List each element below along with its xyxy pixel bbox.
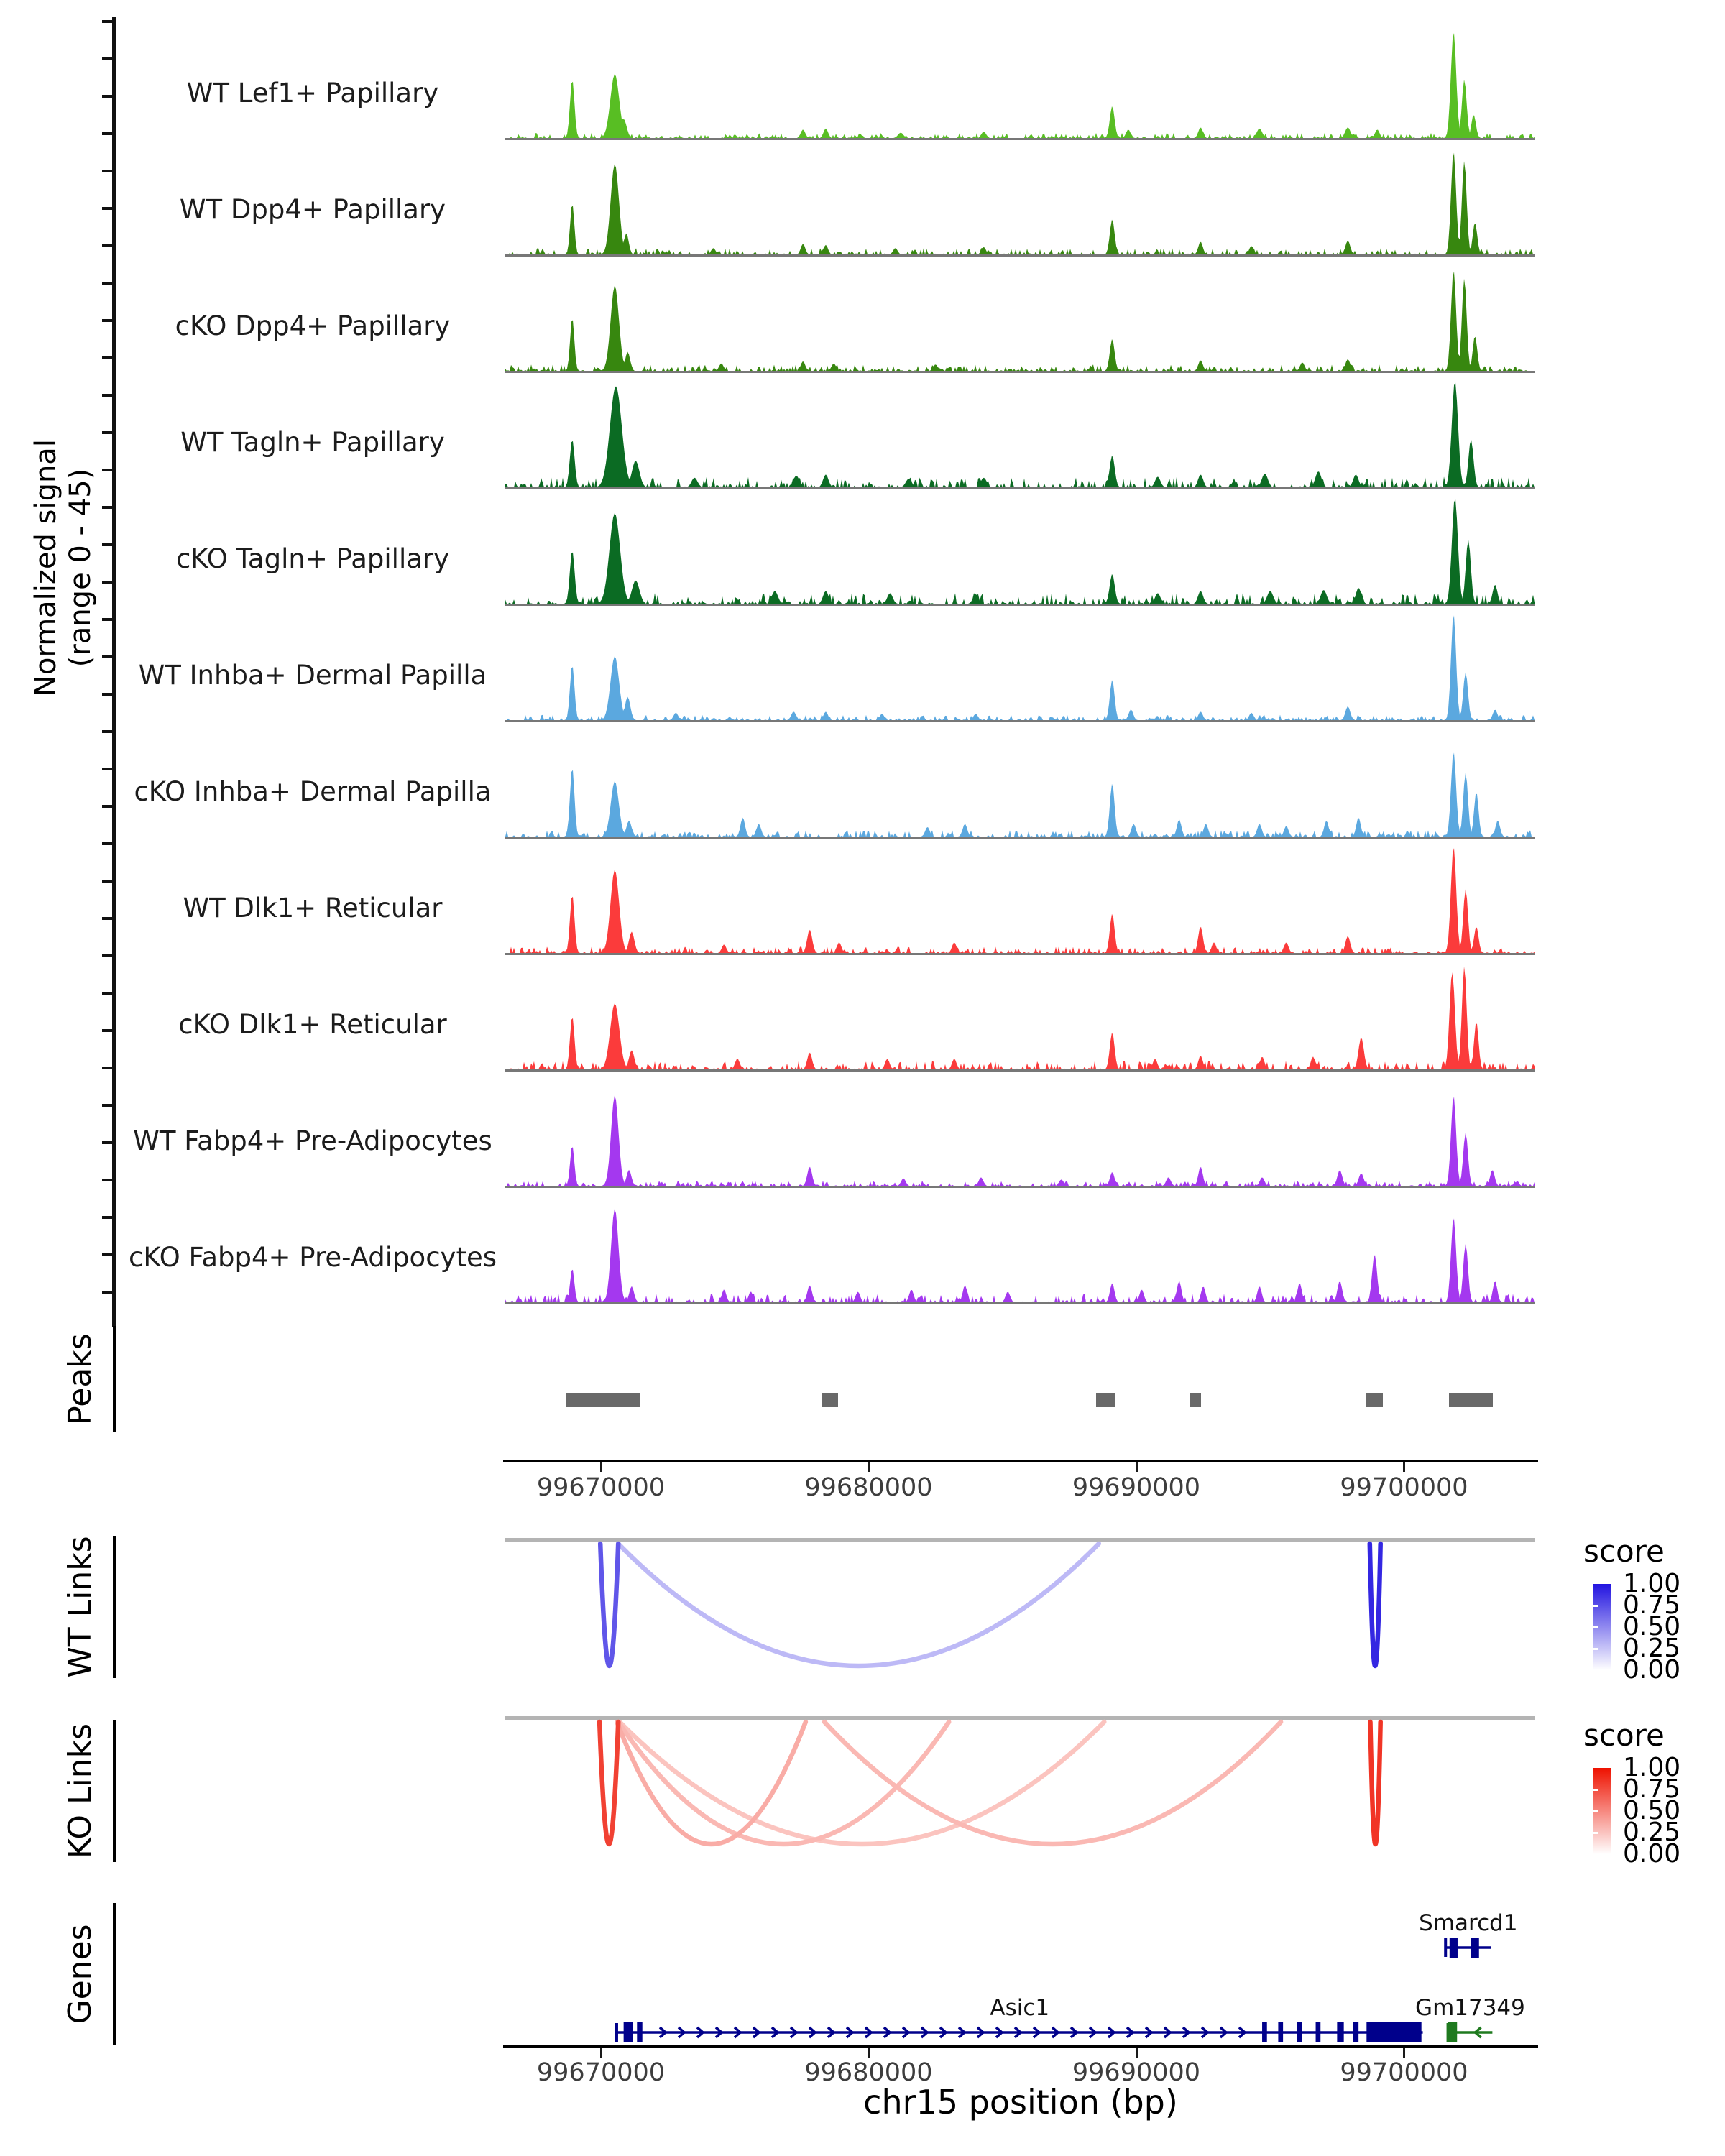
- x-axis-tick-label: 99680000: [804, 2058, 933, 2087]
- track-label: WT Dlk1+ Reticular: [183, 893, 443, 923]
- genes-bracket: [113, 1903, 116, 2045]
- legend-tick-label: 0.25: [1623, 1634, 1681, 1663]
- wt-links-legend-title: score: [1583, 1534, 1665, 1569]
- legend-tick-label: 0.50: [1623, 1796, 1681, 1825]
- x-axis-tick-label: 99700000: [1340, 1473, 1468, 1502]
- track-label: cKO Tagln+ Papillary: [175, 543, 450, 574]
- x-axis-tick-label: 99690000: [1072, 2058, 1201, 2087]
- track-label: cKO Dpp4+ Papillary: [175, 310, 451, 341]
- legend-tick-label: 0.50: [1623, 1612, 1681, 1641]
- y-axis-title-line2: (range 0 - 45): [64, 468, 97, 668]
- coverage-track: [505, 143, 1535, 257]
- legend-tick-label: 0.75: [1623, 1590, 1681, 1620]
- gene-model: [617, 1995, 1423, 2042]
- gene-name-label: Asic1: [990, 1995, 1050, 2021]
- gene-name-label: Gm17349: [1415, 1995, 1525, 2021]
- x-axis-tick-label: 99690000: [1072, 1473, 1201, 1502]
- coverage-track: [505, 259, 1535, 373]
- track-label: WT Fabp4+ Pre-Adipocytes: [133, 1125, 492, 1156]
- coverage-track: [505, 1074, 1535, 1188]
- x-axis-tick: [868, 1462, 870, 1472]
- genes-section-label: Genes: [62, 1924, 98, 2024]
- track-label: WT Tagln+ Papillary: [180, 427, 445, 458]
- legend-bar-tick: [1593, 1789, 1598, 1791]
- wt-links-section-label: WT Links: [62, 1536, 98, 1678]
- link-arc: [1371, 1722, 1381, 1844]
- peak-interval: [1366, 1393, 1383, 1407]
- track-label: cKO Dlk1+ Reticular: [178, 1009, 447, 1040]
- x-axis-tick: [1136, 1462, 1138, 1472]
- x-axis-tick: [600, 1462, 602, 1472]
- wt-links-bracket: [113, 1536, 116, 1678]
- track-label: WT Dpp4+ Papillary: [179, 194, 446, 225]
- legend-bar-tick: [1593, 1605, 1598, 1607]
- x-axis-tick: [1136, 2048, 1138, 2058]
- coverage-track: [505, 725, 1535, 839]
- gene-name-label: Smarcd1: [1419, 1910, 1518, 1936]
- x-axis-tick-label: 99700000: [1340, 2058, 1468, 2087]
- ko-links-bracket: [113, 1720, 116, 1862]
- x-axis-title: chr15 position (bp): [863, 2083, 1178, 2122]
- track-label: cKO Fabp4+ Pre-Adipocytes: [128, 1242, 497, 1273]
- peak-interval: [822, 1393, 838, 1407]
- coverage-track: [505, 958, 1535, 1072]
- link-arc: [600, 1544, 618, 1666]
- link-arc: [618, 1544, 1099, 1666]
- x-axis-tick-label: 99670000: [536, 2058, 666, 2087]
- peaks-section-label: Peaks: [62, 1333, 98, 1425]
- x-axis-tick: [600, 2048, 602, 2058]
- ko-links-legend-title: score: [1583, 1718, 1665, 1753]
- track-label: WT Inhba+ Dermal Papilla: [138, 660, 487, 691]
- link-arc: [617, 1722, 806, 1844]
- legend-bar-tick: [1593, 1648, 1598, 1650]
- link-arc: [1370, 1544, 1381, 1666]
- peak-interval: [566, 1393, 640, 1407]
- coverage-track: [505, 376, 1535, 489]
- gene-models: [505, 1904, 1535, 2048]
- coverage-track: [505, 492, 1535, 606]
- x-axis-bottom-line: [503, 2045, 1538, 2048]
- x-axis-top-line: [503, 1460, 1538, 1462]
- link-arc: [620, 1722, 1104, 1844]
- legend-tick-label: 0.25: [1623, 1818, 1681, 1847]
- ko-links-arcs: [505, 1720, 1535, 1850]
- x-axis-tick-label: 99680000: [804, 1473, 933, 1502]
- wt-links-arcs: [505, 1542, 1535, 1672]
- legend-tick-label: 0.00: [1623, 1839, 1681, 1869]
- gene-model: [1419, 1910, 1517, 1958]
- legend-bar-tick: [1593, 1626, 1598, 1628]
- legend-bar-tick: [1593, 1832, 1598, 1834]
- coverage-track: [505, 27, 1535, 140]
- coverage-track: [505, 609, 1535, 722]
- x-axis-tick: [1403, 1462, 1405, 1472]
- peak-interval: [1096, 1393, 1115, 1407]
- link-arc: [599, 1722, 618, 1844]
- x-axis-tick: [1403, 2048, 1405, 2058]
- coverage-track: [505, 1191, 1535, 1304]
- ko-links-section-label: KO Links: [62, 1723, 98, 1859]
- coverage-track: [505, 842, 1535, 955]
- legend-tick-label: 1.00: [1623, 1569, 1681, 1598]
- gene-model: [1415, 1995, 1525, 2042]
- track-label: WT Lef1+ Papillary: [186, 78, 439, 109]
- peaks-bracket: [113, 1326, 116, 1432]
- link-arc: [824, 1722, 1281, 1844]
- link-arc: [618, 1722, 949, 1844]
- peak-interval: [1449, 1393, 1493, 1407]
- legend-tick-label: 1.00: [1623, 1753, 1681, 1782]
- track-label: cKO Inhba+ Dermal Papilla: [134, 776, 492, 807]
- peak-interval: [1190, 1393, 1201, 1407]
- legend-bar-tick: [1593, 1810, 1598, 1812]
- x-axis-tick: [868, 2048, 870, 2058]
- x-axis-tick-label: 99670000: [536, 1473, 666, 1502]
- legend-tick-label: 0.00: [1623, 1655, 1681, 1685]
- legend-tick-label: 0.75: [1623, 1774, 1681, 1804]
- y-axis-title-line1: Normalized signal: [29, 439, 63, 696]
